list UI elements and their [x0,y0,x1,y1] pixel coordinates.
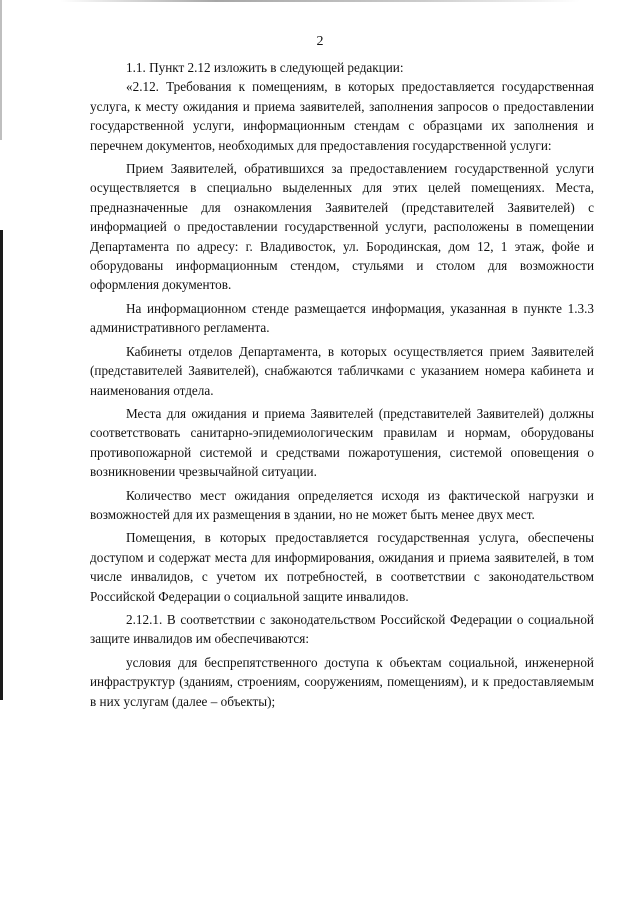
paragraph-info-stand: На информационном стенде размещается информация, указанная в пункте 1.3.3 административного регламента. [90,300,594,336]
scan-edge-left-top [0,0,2,140]
document-body [90,58,594,711]
paragraph-number-of-places: Количество мест ожидания определяется исходя из фактической нагрузки и возможностей для их размещения в здании, но не может быть менее двух мест. [90,487,594,522]
scan-edge-left [0,230,3,700]
paragraph-conditions-access: условия для беспрепятственного доступа к объектам социальной, инженерной инфраструктур (зданиям, строениям, сооружениям, помещениям), и к предоставляемым в них услугам (далее – объекты); [90,654,594,709]
paragraph-requirements-2-12: «2.12. Требования к помещениям, в которых предоставляется государственная услуга, к месту ожидания и приема заявителей, заполнения запросов о предоставлении государственной услуги, информационным стендам с образцами их заполнения и перечнем документов, необходимых для предоставления государственной услуги: [90,79,594,153]
paragraph-waiting-places: Места для ожидания и приема Заявителей (представителей Заявителей) должны соответствовать санитарно-эпидемиологическим правилам и нормам, оборудованы противопожарной системой и средствами пожаротушения, системой оповещения о возникновении чрезвычайной ситуации. [90,405,594,480]
paragraph-item-2-12-1: 2.12.1. В соответствии с законодательством Российской Федерации о социальной защите инвалидов им обеспечиваются: [90,611,594,647]
paragraph-premises-access: Помещения, в которых предоставляется государственная услуга, обеспечены доступом и содержат места для информирования, ожидания и приема заявителей, в том числе инвалидов, с учетом их потребностей, в соответствии с законодательством Российской Федерации о социальной защите инвалидов. [90,530,594,604]
paragraph-reception: Прием Заявителей, обратившихся за предоставлением государственной услуги осуществляется в специально выделенных для этих целей помещениях. Места, предназначенные для ознакомления Заявителей (представителей Заявителей) с информацией о предоставлении государственной услуги, расположены в помещении Департамента по адресу: г. Владивосток, ул. Бородинская, дом 12, 1 этаж, фойе и оборудованы информационным стендом, стульями и столом для возможности оформления документов. [90,161,594,293]
paragraph-item-1-1: 1.1. Пункт 2.12 изложить в следующей редакции: [126,60,404,75]
scan-edge-top [60,0,580,2]
page-number: 2 [316,34,324,49]
paragraph-offices: Кабинеты отделов Департамента, в которых осуществляется прием Заявителей (представителей Заявителей), снабжаются табличками с указанием номера кабинета и наименования отдела. [90,343,594,398]
